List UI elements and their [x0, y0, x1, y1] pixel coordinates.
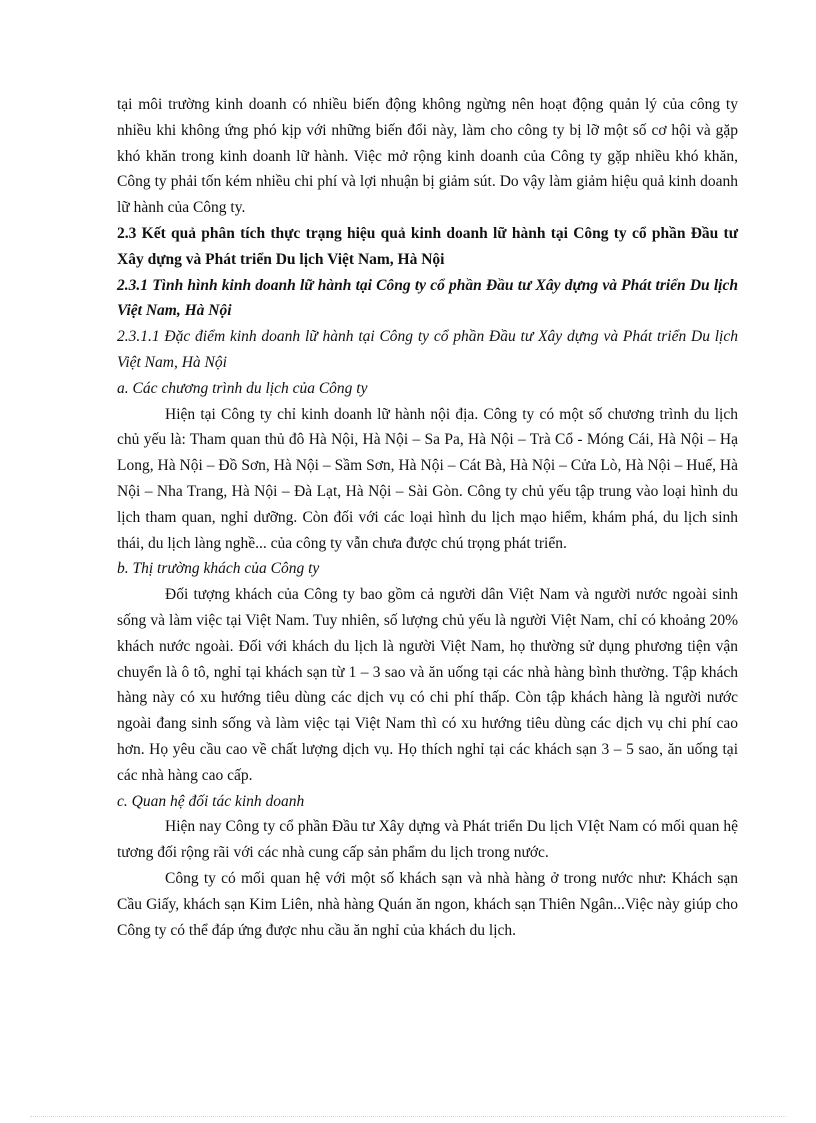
subsection-a-paragraph: Hiện tại Công ty chỉ kinh doanh lữ hành nội địa. Công ty có một số chương trình du lịch chủ yếu là: Tham quan thủ đô Hà Nội, Hà Nội – Sa Pa, Hà Nội – Trà Cổ - Móng Cái, Hà Nội – Hạ Long, Hà Nội – Đồ Sơn, Hà Nội – Sầm Sơn, Hà Nội – Cát Bà, Hà Nội – Cửa Lò, Hà Nội – Huế, Hà Nội – Nha Trang, Hà Nội – Đà Lạt, Hà Nội – Sài Gòn. Công ty chủ yếu tập trung vào loại hình du lịch tham quan, nghỉ dưỡng. Còn đối với các loại hình du lịch mạo hiểm, khám phá, du lịch sinh thái, du lịch làng nghề... của công ty vẫn chưa được chú trọng phát triển. [117, 405, 738, 552]
subsection-b-paragraph: Đối tượng khách của Công ty bao gồm cả người dân Việt Nam và người nước ngoài sinh sống và làm việc tại Việt Nam. Tuy nhiên, số lượng chủ yếu là người Việt Nam, chỉ có khoảng 20% khách nước ngoài. Đối với khách du lịch là người Việt Nam, họ thường sử dụng phương tiện vận chuyển là ô tô, nghỉ tại khách sạn từ 1 – 3 sao và ăn uống tại các nhà hàng bình thường. Tập khách hàng này có xu hướng tiêu dùng các dịch vụ có chi phí thấp. Còn tập khách hàng là người nước ngoài đang sinh sống và làm việc tại Việt Nam thì có xu hướng tiêu dùng các dịch vụ chi phí cao hơn. Họ yêu cầu cao về chất lượng dịch vụ. Họ thích nghỉ tại các khách sạn 3 – 5 sao, ăn uống tại các nhà hàng cao cấp. [117, 586, 738, 784]
section-2-3-1-1-heading: 2.3.1.1 Đặc điểm kinh doanh lữ hành tại Công ty cổ phần Đầu tư Xây dựng và Phát triển Du lịch Việt Nam, Hà Nội [117, 328, 738, 371]
section-2-3-1-heading: 2.3.1 Tình hình kinh doanh lữ hành tại Công ty cổ phần Đầu tư Xây dựng và Phát triển Du lịch Việt Nam, Hà Nội [117, 276, 738, 320]
section-2-3-heading: 2.3 Kết quả phân tích thực trạng hiệu quả kinh doanh lữ hành tại Công ty cổ phần Đầu tư Xây dựng và Phát triển Du lịch Việt Nam, Hà Nội [117, 224, 738, 268]
continuation-paragraph: tại môi trường kinh doanh có nhiều biến động không ngừng nên hoạt động quản lý của công ty nhiều khi không ứng phó kịp với những biến đổi này, làm cho công ty bị lỡ một số cơ hội và gặp khó khăn trong kinh doanh lữ hành. Việc mở rộng kinh doanh của Công ty gặp nhiều khó khăn, Công ty phải tốn kém nhiều chi phí và lợi nhuận bị giảm sút. Do vậy làm giảm hiệu quả kinh doanh lữ hành của Công ty. [117, 96, 738, 217]
page-bottom-divider [30, 1116, 786, 1117]
subsection-c-paragraph-1: Hiện nay Công ty cổ phần Đầu tư Xây dựng và Phát triển Du lịch VIệt Nam có mối quan hệ tương đối rộng rãi với các nhà cung cấp sản phẩm du lịch trong nước. [117, 818, 738, 862]
document-page [117, 92, 738, 943]
subsection-c-paragraph-2: Công ty có mối quan hệ với một số khách sạn và nhà hàng ở trong nước như: Khách sạn Cầu Giấy, khách sạn Kim Liên, nhà hàng Quán ăn ngon, khách sạn Thiên Ngân...Việc này giúp cho Công ty có thể đáp ứng được nhu cầu ăn nghỉ của khách du lịch. [117, 869, 738, 939]
subsection-a-heading: a. Các chương trình du lịch của Công ty [117, 379, 368, 397]
subsection-c-heading: c. Quan hệ đối tác kinh doanh [117, 792, 305, 810]
subsection-b-heading: b. Thị trường khách của Công ty [117, 560, 320, 578]
